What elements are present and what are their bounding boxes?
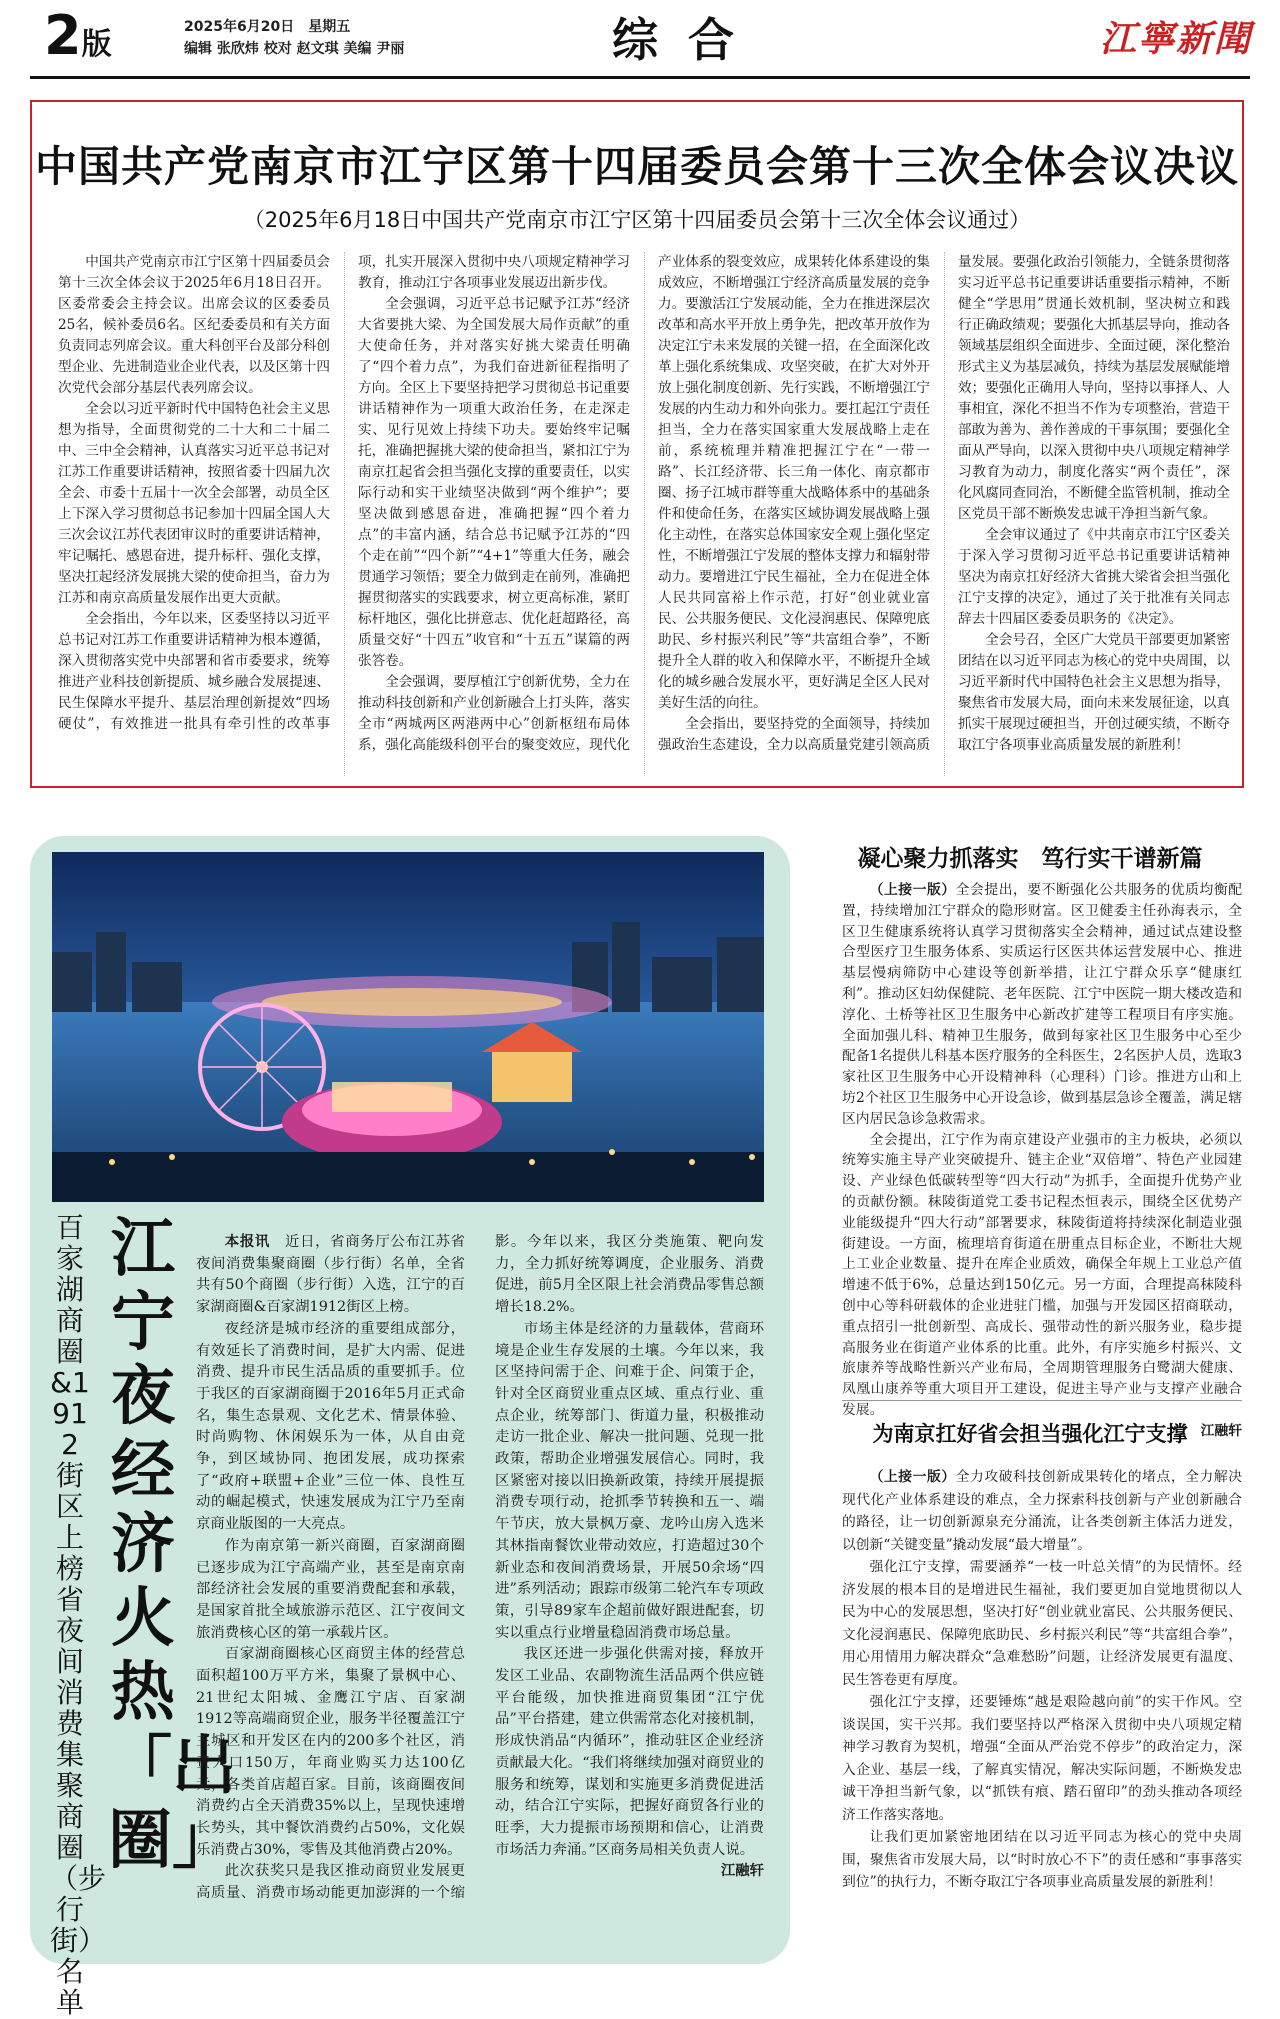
article-paragraph: 市场主体是经济的力量载体，营商环境是企业生存发展的土壤。今年以来，我区坚持问需于企、问难于企、问策于企，针对全区商贸业重点区域、重点行业、重点企业，统筹部门、街道力量，积极推动走访一批企业、解决一批问题、兑现一批政策，帮助企业增强发展信心。同时，我区紧密对接以旧换新政策，持续开展提振消费专项行动，抢抓季节转换和五一、端午节庆，放大景枫万豪、龙吟山房入选米其林指南餐饮业带动效应，打造超过30个新业态和夜间消费场景，开展50余场“四进”系列活动；跟踪市级第二轮汽车专项政策，引导89家车企超前做好跟进配套，切实以重点行业增量稳固消费市场总量。 [495, 1320, 764, 1641]
article-paragraph: 作为南京第一新兴商圈，百家湖商圈已逐步成为江宁高端产业，甚至是南京南部经济社会发展的重要消费配套和承载，是国家首批全域旅游示范区、江宁夜间文旅消费核心区的第一承载片区。 [196, 1537, 465, 1641]
resolution-paragraph: 全会以习近平新时代中国特色社会主义思想为指导，全面贯彻党的二十大和二十届二中、三中全会精神，认真落实习近平总书记对江苏工作重要讲话精神，按照省委十四届九次全会、市委十五届十一次全会部署，动员全区上下深入学习贯彻总书记参加十四届全国人大三次会议江苏代表团审议时的重要讲话精神，牢记嘱托、感恩奋进，提升标杆、强化支撑，坚决扛起经济发展挑大梁的使命担当，奋力为江苏和南京高质量发展作出更大贡献。 [58, 401, 330, 606]
resolution-paragraph: 全会强调，要厚植江宁创新优势，全力在推动科技创新和产业创新融合上打头阵，落实全市“两城两区两港两中心”创新枢纽布局体系，强化高能级科创平台的聚变效应，现代化产业体系的裂变效应，成果转化体系建设的集成效应，不断增强江宁经济高质量发展的竞争力。要激活江宁发展动能，全力在推进深层次改革和高水平开放上勇争先，把改革开放作为决定江宁未来发展的关键一招，在全面深化改革上强化系统集成、攻坚突破，在扩大对外开放上强化制度创新、先行实践，不断增强江宁发展的内生动力和外向张力。要扛起江宁责任担当，全力在落实国家重大发展战略上走在前，系统梳理并精准把握江宁在“一带一路”、长江经济带、长三角一体化、南京都市圈、扬子江城市群等重大战略体系中的基础条件和使命任务，在落实区域协调发展战略上强化主动性，在落实总体国家安全观上强化坚定性，不断增强江宁发展的整体支撑力和辐射带动力。要增进江宁民生福祉，全力在促进全体人民共同富裕上作示范，打好“创业就业富民、公共服务便民、文化浸润惠民、保障兜底助民、乡村振兴利民”等“共富组合拳”，不断提升全人群的收入和保障水平，不断提升全域化的城乡融合发展水平，更好满足全区人民对美好生活的向往。 [358, 254, 930, 753]
article-paragraph: 夜经济是城市经济的重要组成部分，有效延长了消费时间，是扩大内需、促进消费、提升市民生活品质的重要抓手。位于我区的百家湖商圈于2016年5月正式命名，集生态景观、文化艺术、情景体验、时尚购物、休闲娱乐为一体，从自由竞争，到区域协同、抱团发展，成功探索了“政府+联盟+企业”三位一体、良性互动的崛起模式，快速发展成为江宁乃至南京商业版图的一大亮点。 [196, 1320, 465, 1533]
issue-date: 2025年6月20日 星期五 [184, 19, 351, 35]
feature-subheadline: 百家湖商圈&1912街区上榜省夜间消费集聚商圈（步行街）名单 [50, 1211, 107, 2019]
author-signature: 江融轩 [720, 1863, 764, 1880]
night-city-illustration [52, 852, 764, 1202]
article-paragraph: 强化江宁支撑，还要锤炼“越是艰险越向前”的实干作风。空谈误国，实干兴邦。我们要坚持以严格深入贯彻中央八项规定精神学习教育为契机，增强“全面从严治党不停步”的政治定力，深入企业、基层一线，了解真实情况，解决实际问题，不断焕发忠诚干净担当新气象，以“抓铁有痕、踏石留印”的劲头推动各项经济工作落实落地。 [842, 1694, 1242, 1823]
article-paragraph: 我区还进一步强化供需对接，释放开发区工业品、农副物流生活品两个供应链平台能级，加快推进商贸集团“江宁优品”平台搭建，建立供需常态化对接机制，形成快消品“内循环”，推动驻区企业经济贡献最大化。“我们将继续加强对商贸业的服务和统筹，谋划和实施更多消费促进活动，结合江宁实际，把握好商贸各行业的旺季，大力提振市场预期和信心，让消费市场活力奔涌。”区商务局相关负责人说。 [495, 1646, 764, 1858]
article-lead [196, 1232, 465, 1319]
author-signature: 江融轩 [1200, 1422, 1242, 1439]
resolution-paragraph: 全会审议通过了《中共南京市江宁区委关于深入学习贯彻习近平总书记重要讲话精神 坚决为南京扛好经济大省挑大梁省会担当强化江宁支撑的决定》，通过了关于批准有关同志辞去十四届区委委员职务的《决定》。 [958, 527, 1230, 627]
editorial-staff: 编辑 张欣炜 校对 赵文琪 美编 尹丽 [184, 41, 405, 57]
newspaper-logo: 江寧新聞 [1100, 18, 1253, 60]
column-divider [842, 1400, 1242, 1401]
resolution-paragraph: 全会号召，全区广大党员干部要更加紧密团结在以习近平同志为核心的党中央周围，以习近平新时代中国特色社会主义思想为指导，聚焦省市发展大局，面向未来发展征途，以真抓实干展现过硬担当，开创过硬实绩，不断夺取江宁各项事业高质量发展的新胜利！ [958, 632, 1230, 753]
resolution-body [58, 252, 1230, 776]
resolution-subtitle: （2025年6月18日中国共产党南京市江宁区第十四届委员会第十三次全体会议通过） [243, 208, 1031, 232]
article-paragraph: 百家湖商圈核心区商贸主体的经营总面积超100万平方米，集聚了景枫中心、21世纪太阳城、金鹰江宁店、百家湖1912等高端商贸企业，服务半径覆盖江宁主城区和开发区在内的200多个社区，消费人口150万，年商业购买力达100亿元，各类首店超百家。目前，该商圈夜间消费约占全天消费35%以上，呈现快速增长势头，其中餐饮消费约占50%，文化娱乐消费占30%，零售及其他消费占20%。 [196, 1646, 465, 1858]
resolution-paragraph: 全会指出，今年以来，区委坚持以习近平总书记对江苏工作重要讲话精神为根本遵循，深入贯彻落实党中央部署和省市委要求，统筹推进产业科技创新提质、城乡融合发展提速、民生保障水平提升、基层治理创新提效“四场硬仗”，有效推进一批具有牵引性的改革事项，扎实开展深入贯彻中央八项规定精神学习教育，推动江宁各项事业发展迈出新步伐。 [58, 254, 630, 732]
page-number-suffix: 版 [81, 27, 112, 62]
resolution-paragraph: 全会强调，习近平总书记赋予江苏“经济大省要挑大梁、为全国发展大局作贡献”的重大使命任务，并对落实好挑大梁责任明确了“四个着力点”，为我们奋进新征程指明了方向。全区上下要坚持把学习贯彻总书记重要讲话精神作为一项重大政治任务，在走深走实、见行见效上持续下功夫。要始终牢记嘱托，准确把握挑大梁的使命担当，紧扣江宁为南京扛起省会担当强化支撑的重要责任，以实际行动和实干业绩坚决做到“两个维护”；要坚决做到感恩奋进，准确把握“四个着力点”的丰富内涵，结合总书记赋予江苏的“四个走在前”“四个新”“4+1”等重大任务，融会贯通学习领悟；要全力做到走在前列，准确把握贯彻落实的实践要求，树立更高标准，紧盯标杆地区，强化比拼意志、优化赶超路径，高质量交好“十四五”收官和“十五五”谋篇的两张答卷。 [358, 296, 630, 669]
article-paragraph: 强化江宁支撑，需要涵养“一枝一叶总关情”的为民情怀。经济发展的根本目的是增进民生福祉，我们要更加自觉地贯彻以人民为中心的发展思想，坚决打好“创业就业富民、公共服务便民、文化浸润惠民、保障兜底助民、乡村振兴利民”等“共富组合拳”，用心用情用力解决群众“急难愁盼”问题，让经济发展更有温度、民生答卷更有厚度。 [842, 1559, 1242, 1688]
article-title: 为南京扛好省会担当强化江宁支撑 [872, 1422, 1188, 1446]
page-number: 2版 [44, 4, 112, 67]
lead-label: （上接一版） [869, 1469, 956, 1485]
lead-text: 全力攻破科技创新成果转化的堵点，全力解决现代化产业体系建设的难点，全力探索科技创新与产业创新融合的路径，让一切创新源泉充分涌流，让各类创新主体活力迸发，以创新“关键变量”撬动发展“最大增量”。 [842, 1469, 1243, 1553]
lead-text: 近日，省商务厅公布江苏省夜间消费集聚商圈（步行街）名单，全省共有50个商圈（步行街）入选，江宁的百家湖商圈&百家湖1912街区上榜。 [196, 1234, 465, 1316]
lead-label: （上接一版） [869, 882, 956, 898]
feature-article [196, 1232, 764, 1948]
article-paragraph: 让我们更加紧密地团结在以习近平同志为核心的党中央周围，聚焦省市发展大局，以“时时放心不下”的责任感和“事事落实到位”的执行力，不断夺取江宁各项事业高质量发展的新胜利！ [842, 1829, 1242, 1890]
article-body [842, 1466, 1242, 1956]
lead-label: 本报讯 [224, 1234, 270, 1250]
section-title: 综合 [612, 13, 764, 67]
lead-text: 全会提出，要不断强化公共服务的优质均衡配置，持续增加江宁群众的隐形财富。区卫健委主任孙海表示，全区卫生健康系统将认真学习贯彻落实全会精神，通过试点建设整合型医疗卫生服务体系、实质运行区医共体运营发展中心、推进基层慢病筛防中心建设等创新举措，让江宁群众乐享“健康红利”。推动区妇幼保健院、老年医院、江宁中医院一期大楼改造和淳化、土桥等社区卫生服务中心新改扩建等工程项目有序实施。全面加强儿科、精神卫生服务，做到每家社区卫生服务中心至少配备1名提供儿科基本医疗服务的全科医生，2名医护人员，选取3家社区卫生服务中心开设精神科（心理科）门诊。推进方山和上坊2个社区卫生服务中心开设急诊，做到基层急诊全覆盖，满足辖区内居民急诊急救需求。 [842, 882, 1243, 1127]
night-city-photo [52, 852, 764, 1202]
feature-headline: 江宁夜经济火热「出圈」 [108, 1212, 236, 1878]
article-title: 凝心聚力抓落实 笃行实干谱新篇 [857, 846, 1203, 872]
resolution-paragraph: 全会指出，要坚持党的全面领导，持续加强政治生态建设，全力以高质量党建引领高质量发展。要强化政治引领能力，全链条贯彻落实习近平总书记重要讲话重要指示精神，不断健全“学思用”贯通长效机制，坚决树立和践行正确政绩观；要强化大抓基层导向，推动各领域基层组织全面进步、全面过硬，深化整治形式主义为基层减负，持续为基层发展赋能增效；要强化正确用人导向，坚持以事择人、人事相宜，深化不担当不作为专项整治，营造干部敢为善为、善作善成的干事氛围；要强化全面从严导向，以深入贯彻中央八项规定精神学习教育为动力，制度化落实“两个责任”，深化风腐同查同治，不断健全监管机制，推动全区党员干部不断焕发忠诚干净担当新气象。 [658, 254, 1230, 753]
resolution-title: 中国共产党南京市江宁区第十四届委员会第十三次全体会议决议 [34, 142, 1239, 191]
article-paragraph: 此次获奖只是我区推动商贸业发展更高质量、消费市场动能更加澎湃的一个缩影。今年以来，我区分类施策、靶向发力，全力抓好统筹调度，企业服务、消费促进，前5月全区限上社会消费品零售总额增长18.2%。 [196, 1234, 764, 1902]
resolution-paragraph: 中国共产党南京市江宁区第十四届委员会第十三次全体会议于2025年6月18日召开。区委常委会主持会议。出席会议的区委委员25名，候补委员6名。区纪委委员和有关方面负责同志列席会议。重大科创平台及部分科创型企业、先进制造业企业代表，以及区第十四次党代会部分基层代表列席会议。 [58, 254, 330, 396]
article-paragraph: 全会提出，江宁作为南京建设产业强市的主力板块，必须以统筹实施主导产业突破提升、链主企业“双倍增”、特色产业园建设、产业绿色低碳转型等“四大行动”为抓手，全面提升优势产业的贡献份额。秣陵街道党工委书记程杰恒表示，围绕全区优势产业能级提升“四大行动”部署要求，秣陵街道将持续深化制造业强街建设。一方面，梳理培育街道在册重点目标企业，不断壮大规上工业企业数量、提升在库企业质效，确保全年规上工业总产值增速不低于6%，总量达到150亿元。另一方面，合理提高秣陵科创中心等科研载体的企业进驻门槛，加强与开发园区招商联动，重点招引一批创新型、高成长、强带动性的新兴服务业，稳步提高服务业在街道产业体系的比重。此外，有序实施乡村振兴、文旅康养等战略性新兴产业布局，全周期管理服务白鹭湖大健康、凤凰山康养等重大项目开工建设，促进主导产业与支撑产业融合发展。 [842, 1131, 1242, 1418]
masthead-divider [30, 76, 1250, 79]
issue-meta [184, 16, 404, 60]
